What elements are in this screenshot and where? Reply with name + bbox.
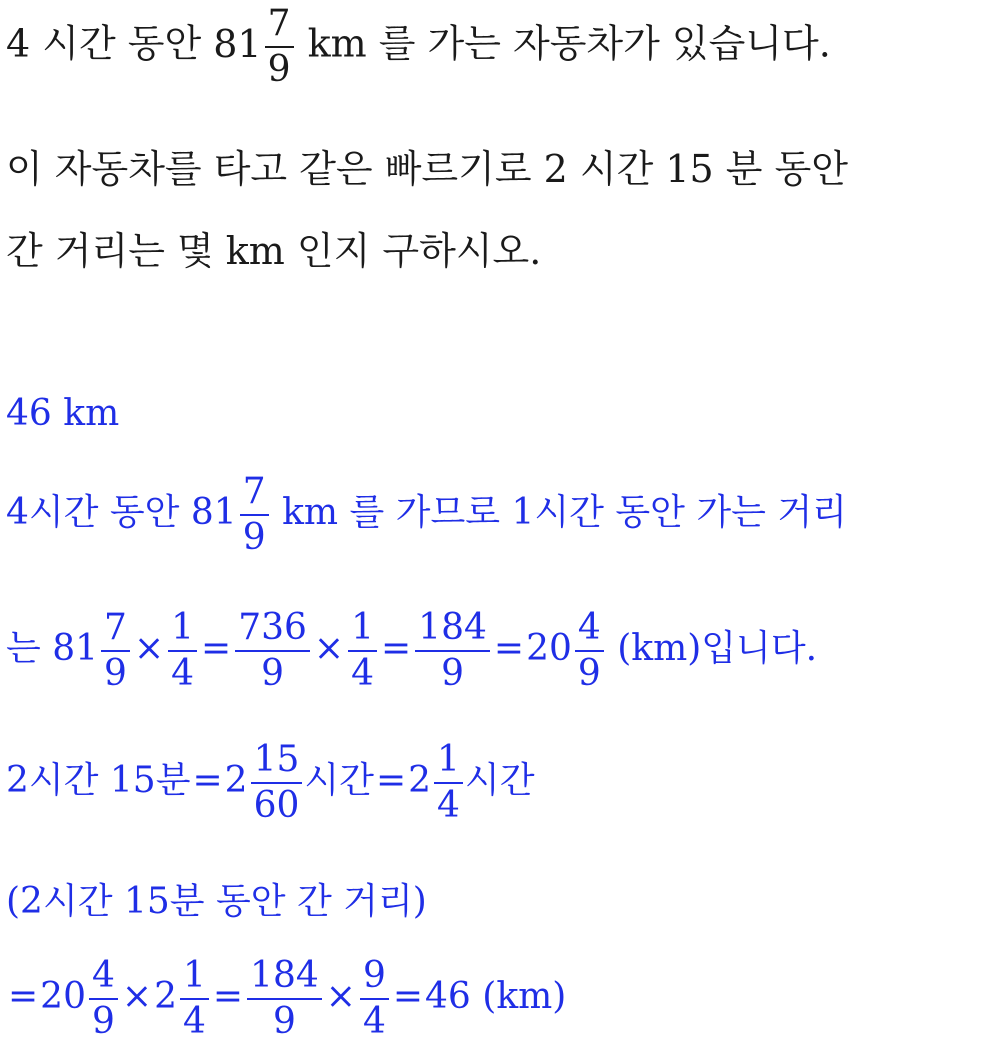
denominator: 4 xyxy=(437,785,460,826)
equals-operator: = xyxy=(392,976,424,1017)
numerator: 9 xyxy=(360,958,389,1000)
numerator: 7 xyxy=(101,610,130,652)
equals-operator: = xyxy=(493,628,525,669)
fraction xyxy=(415,607,490,694)
question-line-1 xyxy=(6,3,831,90)
denominator: 9 xyxy=(267,49,291,90)
denominator: 9 xyxy=(104,653,127,694)
explanation-text: km 를 가므로 1시간 동안 가는 거리 xyxy=(270,492,847,533)
equals-operator: = xyxy=(381,628,412,669)
explanation-line-3 xyxy=(6,739,535,826)
explanation-text: (km)입니다. xyxy=(605,628,818,669)
explanation-text: 46 (km) xyxy=(425,976,567,1017)
numerator: 7 xyxy=(265,6,294,48)
fraction xyxy=(101,607,130,694)
explanation-text: 시간 xyxy=(304,760,374,801)
denominator: 4 xyxy=(362,1001,386,1042)
fraction xyxy=(265,3,294,90)
numerator: 1 xyxy=(348,610,377,652)
mixed-number-whole: 20 xyxy=(40,976,86,1017)
explanation-text: (2시간 15분 동안 간 거리) xyxy=(6,881,427,922)
equals-operator: = xyxy=(212,976,244,1017)
explanation-text: 는 xyxy=(6,628,53,669)
numerator: 1 xyxy=(434,742,463,784)
fraction xyxy=(360,955,389,1042)
mixed-number-whole: 2 xyxy=(408,760,432,801)
answer-result xyxy=(6,393,120,434)
mixed-number-whole: 2 xyxy=(224,760,248,801)
question-line-3 xyxy=(6,229,542,273)
numerator: 1 xyxy=(180,958,209,1000)
numerator: 184 xyxy=(415,610,490,652)
denominator: 9 xyxy=(272,1001,296,1042)
equals-operator: = xyxy=(375,760,407,801)
question-text: km 를 가는 자동차가 있습니다. xyxy=(295,21,831,66)
explanation-line-1 xyxy=(6,471,847,558)
denominator: 9 xyxy=(261,653,285,694)
fraction xyxy=(348,607,377,694)
denominator: 4 xyxy=(351,653,374,694)
denominator: 60 xyxy=(253,785,300,826)
fraction xyxy=(235,607,310,694)
equals-operator: = xyxy=(8,976,39,1017)
times-operator: × xyxy=(133,628,165,669)
fraction xyxy=(180,955,209,1042)
fraction xyxy=(251,739,303,826)
denominator: 9 xyxy=(242,517,266,558)
mixed-number-whole: 81 xyxy=(190,492,237,533)
fraction xyxy=(247,955,322,1042)
explanation-line-2 xyxy=(6,607,818,694)
times-operator: × xyxy=(121,976,153,1017)
mixed-number-whole: 20 xyxy=(526,628,572,669)
times-operator: × xyxy=(325,976,356,1017)
equals-operator: = xyxy=(201,628,232,669)
question-text: 간 거리는 몇 km 인지 구하시오. xyxy=(6,229,542,273)
fraction xyxy=(434,739,463,826)
answer-text: 46 km xyxy=(6,393,120,434)
fraction xyxy=(168,607,197,694)
fraction xyxy=(240,471,269,558)
explanation-text: 시간 xyxy=(464,760,535,801)
numerator: 15 xyxy=(251,742,303,784)
numerator: 4 xyxy=(575,610,604,652)
explanation-text: 2시간 15분 xyxy=(6,760,191,801)
equals-operator: = xyxy=(192,760,223,801)
numerator: 7 xyxy=(240,474,269,516)
mixed-number-whole: 81 xyxy=(213,21,262,66)
denominator: 9 xyxy=(577,653,601,694)
fraction xyxy=(575,607,604,694)
question-text: 4 시간 동안 xyxy=(6,21,214,66)
fraction xyxy=(89,955,118,1042)
times-operator: × xyxy=(313,628,345,669)
numerator: 184 xyxy=(247,958,322,1000)
denominator: 4 xyxy=(171,653,195,694)
explanation-text: 4시간 동안 xyxy=(6,492,191,533)
mixed-number-whole: 81 xyxy=(52,628,99,669)
denominator: 4 xyxy=(182,1001,206,1042)
question-line-2 xyxy=(6,147,848,191)
explanation-line-5 xyxy=(6,955,567,1042)
question-text: 이 자동차를 타고 같은 빠르기로 2 시간 15 분 동안 xyxy=(6,147,848,191)
numerator: 4 xyxy=(89,958,118,1000)
numerator: 736 xyxy=(235,610,310,652)
explanation-line-4 xyxy=(6,881,427,922)
numerator: 1 xyxy=(168,610,197,652)
denominator: 9 xyxy=(91,1001,115,1042)
denominator: 9 xyxy=(441,653,464,694)
mixed-number-whole: 2 xyxy=(154,976,177,1017)
